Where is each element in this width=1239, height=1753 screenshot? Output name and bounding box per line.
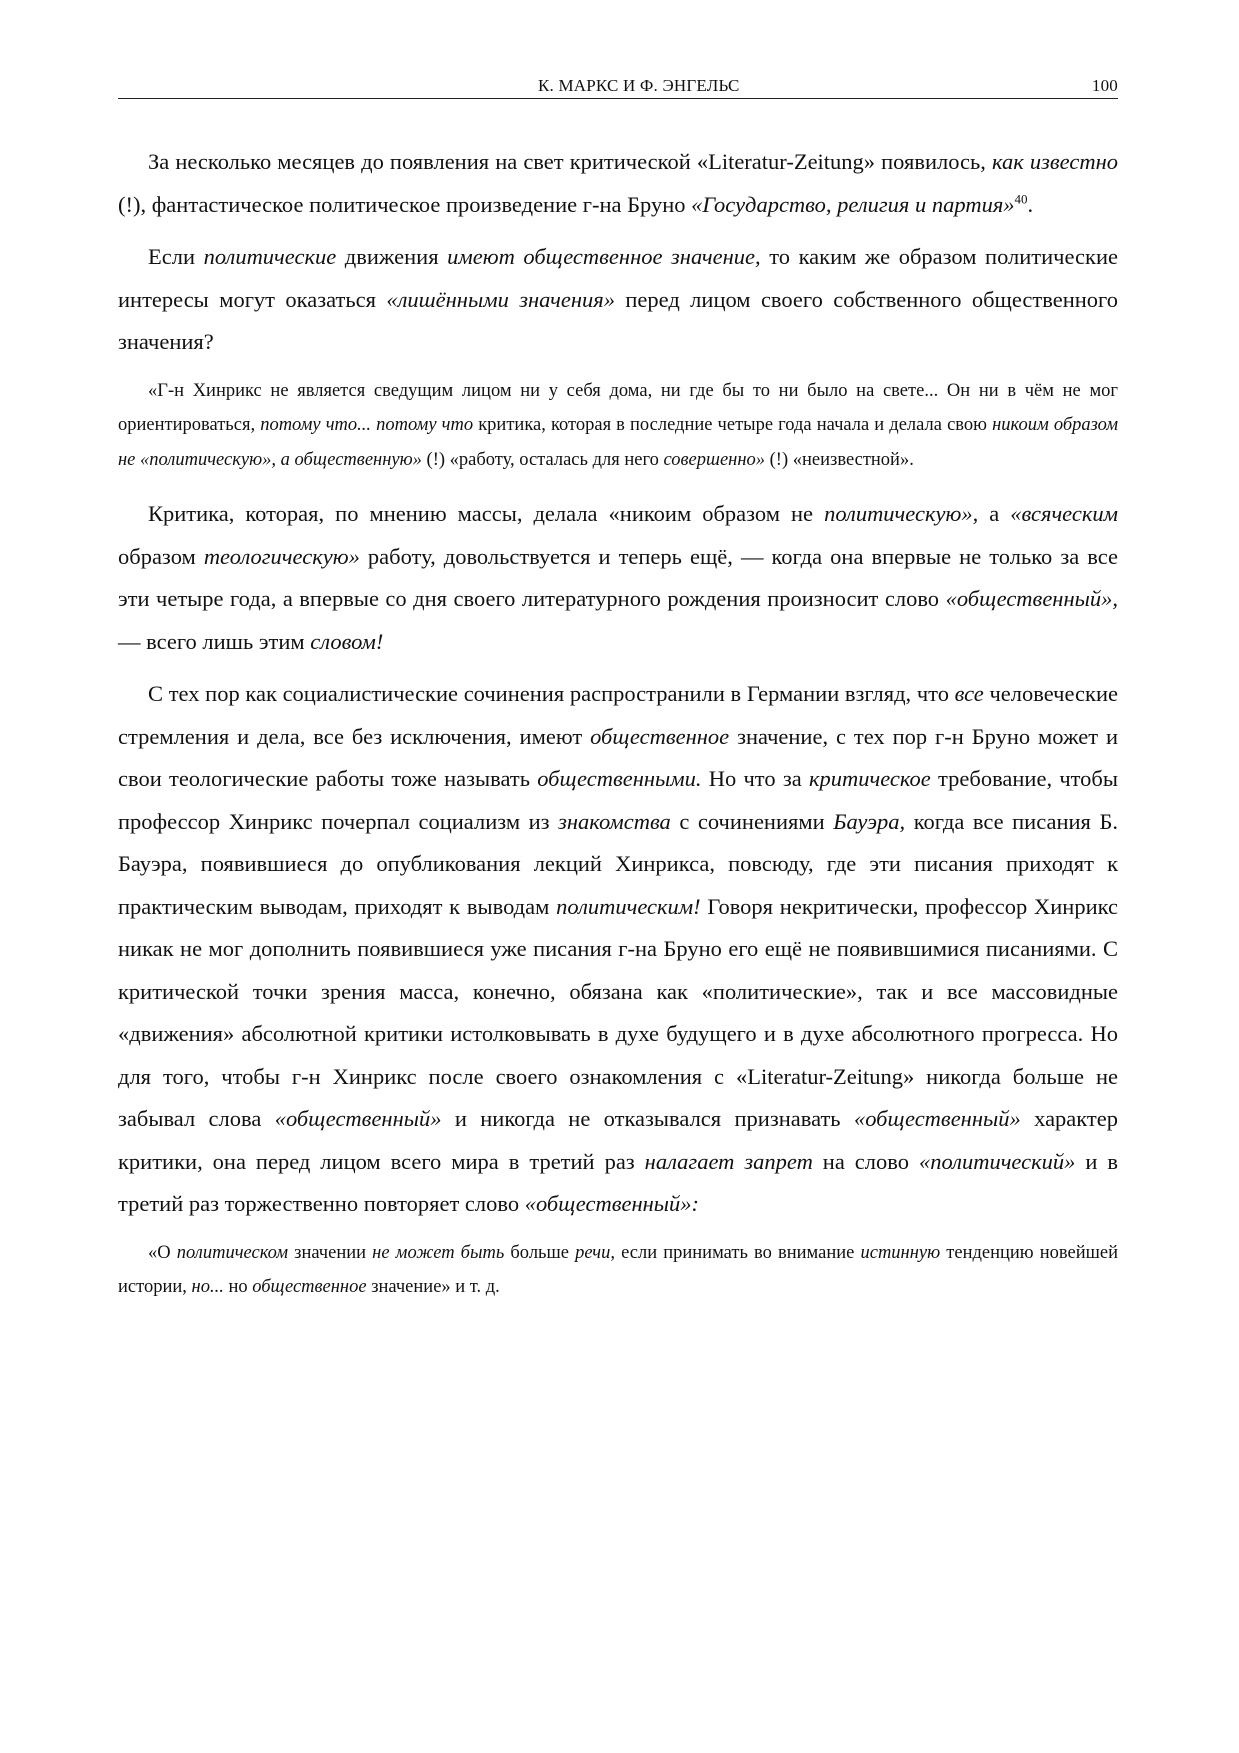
page-number: 100: [1091, 76, 1118, 95]
italic-text: словом!: [310, 628, 384, 654]
italic-text: политические: [203, 244, 337, 269]
italic-text: истинную: [860, 1242, 941, 1263]
text-run: критика, которая в последние четыре года начала и делала свою: [473, 415, 993, 435]
text-run: и в третий раз торжественно повторяет слово: [118, 1148, 1118, 1216]
text-run: Говоря некритически, профессор Хинрикс никак не мог дополнить появившиеся уже писания г-на Бруно его ещё не появившимися писаниями. С критической точки зрения масса, конечно, обязана как «политические», так и все массовидные «движения» абсолютной критики истолковывать в духе будущего и в духе абсолютного прогресса. Но для того, чтобы г-н Хинрикс после своего ознакомления с «Literatur-Zeitung» никогда больше не забывал слова: [118, 893, 1118, 1131]
italic-text: речи,: [575, 1242, 615, 1263]
text-run: когда все писания Б. Бауэра, появившиеся до опубликования лекций Хинрикса, повсюду, где эти писания приходят к практическим выводам, приходят к выводам: [118, 808, 1118, 919]
italic-text: совершенно»: [663, 449, 766, 470]
footnote-ref: 40: [1014, 191, 1028, 206]
italic-text: критическое: [808, 766, 931, 791]
text-run: с сочинениями: [670, 808, 834, 834]
italic-text: «общественный»,: [945, 586, 1118, 611]
italic-text: «лишёнными значения»: [386, 286, 615, 312]
italic-text: общественными.: [537, 766, 702, 791]
italic-text: общественное: [590, 723, 730, 749]
text-run: (!) «работу, осталась для него: [421, 449, 664, 470]
italic-text: «всяческим: [1010, 501, 1118, 526]
text-run: значение, с тех пор г-н Бруно может и свои теологические работы тоже называть: [118, 723, 1118, 791]
text-run: больше: [504, 1242, 576, 1263]
text-run: образом: [118, 543, 204, 569]
italic-text: имеют общественное значение,: [447, 244, 761, 269]
text-run: (!) «неизвестной».: [765, 449, 914, 470]
text-run: движения: [336, 244, 448, 269]
paragraph: [118, 493, 1118, 663]
text-run: С тех пор как социалистические сочинения распространили в Германии взгляд, что: [148, 681, 955, 706]
text-run: на слово: [812, 1148, 919, 1174]
text-run: Но что за: [701, 766, 809, 791]
italic-text: теологическую»: [203, 543, 360, 569]
text-run: требование, чтобы профессор Хинрикс почерпал социализм из: [118, 766, 1118, 834]
text-run: «О: [148, 1242, 177, 1263]
text-run: Если: [148, 244, 204, 269]
text-run: — всего лишь этим: [118, 628, 311, 654]
italic-text: знакомства: [558, 808, 671, 834]
block-quote: [118, 374, 1118, 478]
text-run: и никогда не отказывался признавать: [441, 1106, 854, 1131]
italic-text: «Государство, религия и партия»: [691, 191, 1015, 217]
running-header: [118, 70, 1118, 99]
text-run: За несколько месяцев до появления на свет критической «Literatur-Zeitung» появилось,: [148, 149, 993, 174]
italic-text: все: [954, 681, 984, 706]
document-page: [118, 70, 1118, 1321]
italic-text: политическом: [176, 1242, 289, 1263]
text-run: если принимать во внимание: [614, 1242, 861, 1263]
text-run: .: [1027, 191, 1034, 217]
text-run: «Г-н Хинрикс не является сведущим лицом ни у себя дома, ни где бы то ни было на свете... Он ни в чём не мог ориентироваться,: [118, 380, 1118, 435]
italic-text: общественное: [252, 1277, 367, 1297]
text-run: перед лицом своего собственного общественного значения?: [118, 286, 1118, 354]
italic-text: Бауэра,: [833, 808, 906, 834]
text-run: значении: [288, 1242, 373, 1263]
text-run: значение» и т. д.: [366, 1277, 500, 1297]
italic-text: не может быть: [372, 1242, 505, 1263]
italic-text: потому что... потому что: [260, 415, 474, 435]
block-quote: [118, 1236, 1118, 1305]
text-run: а: [978, 501, 1011, 526]
italic-text: никоим образом не «политическую», а общественную»: [118, 415, 1118, 470]
text-run: характер критики, она перед лицом всего мира в третий раз: [118, 1106, 1118, 1174]
paragraph: [118, 673, 1118, 1226]
italic-text: политическим!: [556, 893, 701, 919]
italic-text: как известно: [992, 149, 1118, 174]
italic-text: «политический»: [918, 1148, 1076, 1174]
running-header-author: К. МАРКС И Ф. ЭНГЕЛЬС: [538, 76, 740, 95]
text-run: то каким же образом политические интересы могут оказаться: [118, 244, 1118, 312]
italic-text: налагает запрет: [644, 1148, 813, 1174]
text-run: человеческие стремления и дела, все без исключения, имеют: [118, 681, 1118, 749]
italic-text: политическую»,: [824, 501, 979, 526]
text-run: Критика, которая, по мнению массы, делала «никоим образом не: [148, 501, 825, 526]
italic-text: «общественный»: [853, 1106, 1021, 1131]
text-run: но: [223, 1277, 253, 1297]
paragraph: [118, 236, 1118, 364]
text-run: работу, довольствуется и теперь ещё, — когда она впервые не только за все эти четыре года, а впервые со дня своего литературного рождения произносит слово: [118, 543, 1118, 611]
text-run: (!), фантастическое политическое произведение г-на Бруно: [118, 191, 692, 217]
paragraph: [118, 141, 1118, 226]
body-text: [118, 141, 1118, 1305]
italic-text: «общественный»: [274, 1106, 442, 1131]
italic-text: но...: [191, 1277, 224, 1297]
text-run: тенденцию новейшей истории,: [118, 1242, 1118, 1297]
italic-text: «общественный»:: [524, 1191, 700, 1216]
